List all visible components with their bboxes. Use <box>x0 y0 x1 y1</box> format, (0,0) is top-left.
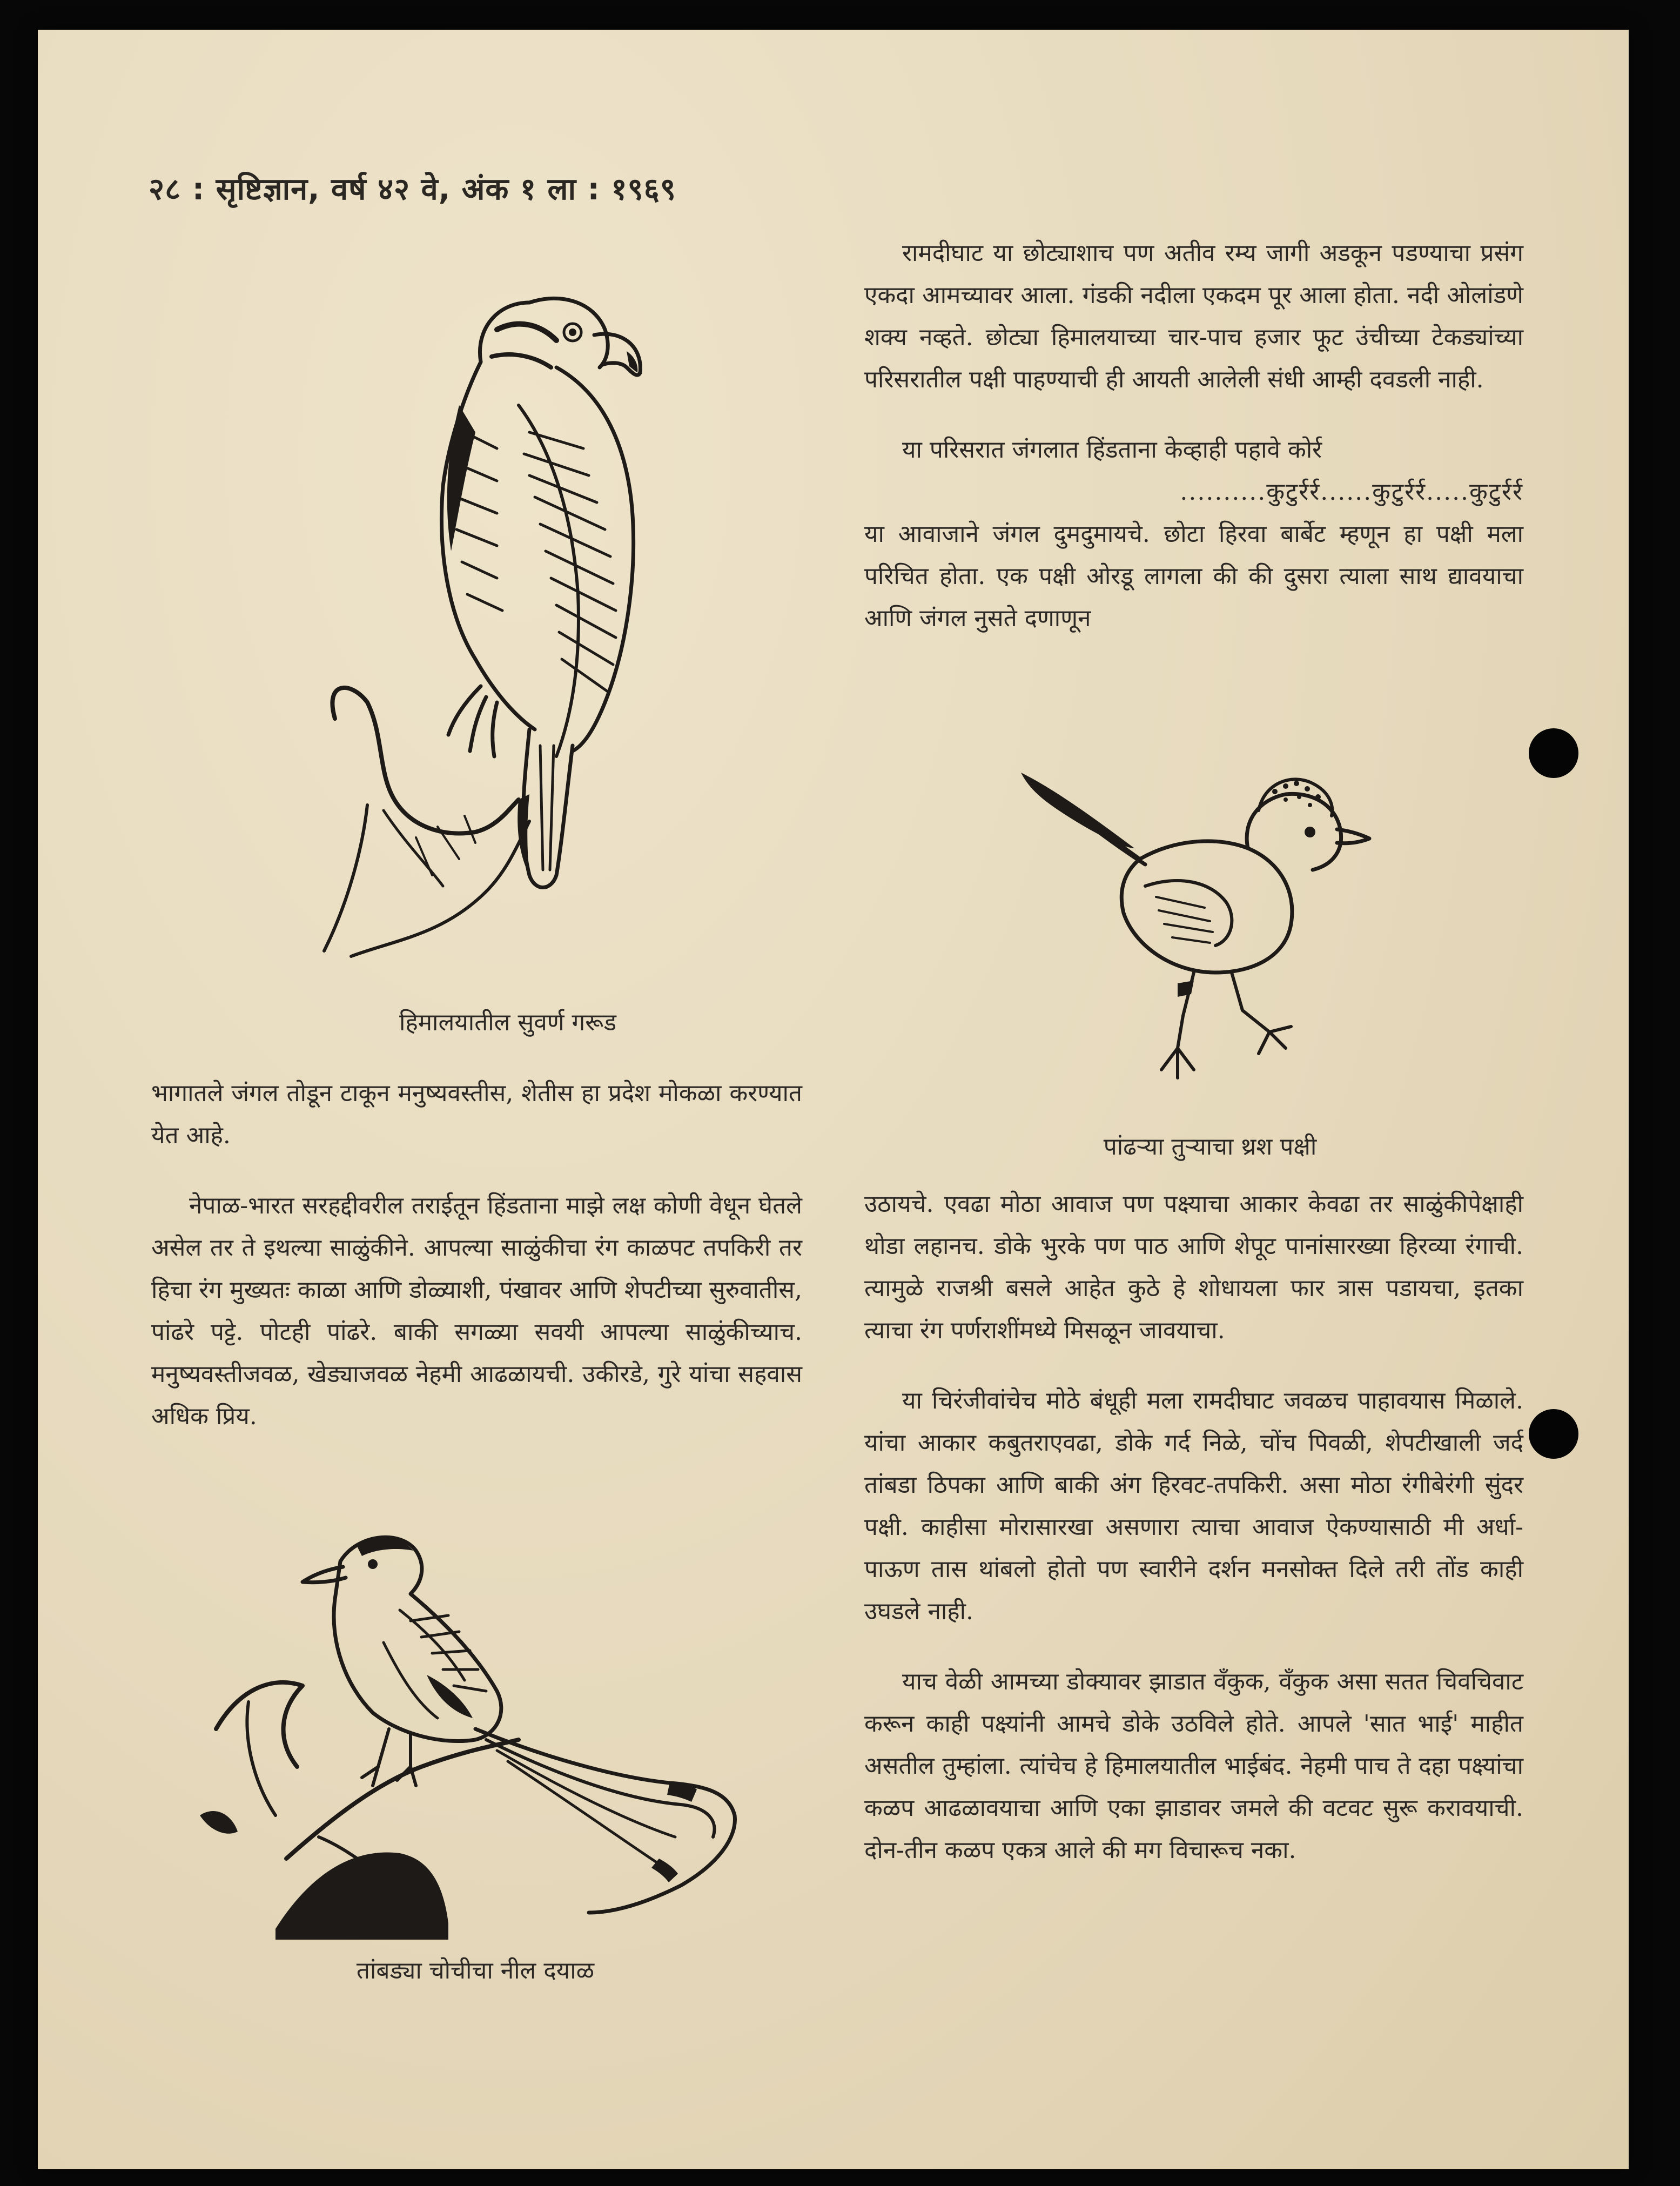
left-column <box>151 1072 802 1466</box>
magpie-caption: तांबड्या चोचीचा नील दयाळ <box>356 1957 595 1984</box>
right-paragraph-3: उठायचे. एवढा मोठा आवाज पण पक्ष्याचा आकार केवढा तर साळुंकीपेक्षाही थोडा लहानच. डोके भुरके पण पाठ आणि शेपूट पानांसारख्या हिरव्या रंगाची. त्यामुळे राजश्री बसले आहेत कुठे हे शोधायला फार त्रास पडायचा, इतका त्याचा रंग पर्णराशींमध्ये मिसळून जावयाचा. <box>864 1190 1523 1344</box>
right-paragraph-5: याच वेळी आमच्या डोक्यावर झाडात वॅंकुक, वॅंकुक असा सतत चिवचिवाट करून काही पक्ष्यांनी आमचे डोके उठविले होते. आपले 'सात भाई' माहीत असतील तुम्हांला. त्यांचेच हे हिमालयातील भाईबंद. नेहमी पाच ते दहा पक्ष्यांचा कळप आढळावयाचा आणि एका झाडावर जमले की वटवट सुरू करावयाची. दोन-तीन कळप एकत्र आले की मग विचारूच नका. <box>864 1668 1523 1864</box>
right-paragraph-2-start: या परिसरात जंगलात हिंडताना केव्हाही पहावे कोर्र <box>902 436 1322 464</box>
white-crested-thrush-illustration <box>1016 767 1383 1113</box>
right-column-upper <box>864 232 1523 640</box>
punch-hole-top <box>1529 728 1578 778</box>
left-paragraph-2: नेपाळ-भारत सरहद्दीवरील तराईतून हिंडताना माझे लक्ष कोणी वेधून घेतले असेल तर ते इथल्या साळुंकीने. आपल्या साळुंकीचा रंग काळपट तपकिरी तर हिचा रंग मुख्यतः काळा आणि डोळ्याशी, पंखावर आणि शेपटीच्या सुरुवातीस, पांढरे पट्टे. पोटही पांढरे. बाकी सगळ्या सवयी आपल्या साळुंकीच्याच. मनुष्यवस्तीजवळ, खेड्याजवळ नेहमी आढळायची. उकीरडे, गुरे यांचा सहवास अधिक प्रिय. <box>151 1192 802 1430</box>
right-paragraph-2-end: या आवाजाने जंगल दुमदुमायचे. छोटा हिरवा बार्बेट म्हणून हा पक्षी मला परिचित होता. एक पक्षी ओरडू लागला की की दुसरा त्याला साथ द्यावयाचा आणि जंगल नुसते दणाणून <box>864 520 1523 632</box>
thrush-caption: पांढऱ्या तुऱ्याचा थ्रश पक्षी <box>1103 1133 1317 1161</box>
golden-eagle-illustration <box>303 270 713 973</box>
right-paragraph-1: रामदीघाट या छोट्याशाच पण अतीव रम्य जागी अडकून पडण्याचा प्रसंग एकदा आमच्यावर आला. गंडकी नदीला एकदम पूर आला होता. नदी ओलांडणे शक्य नव्हते. छोट्या हिमालयाच्या चार-पाच हजार फूट उंचीच्या टेकड्यांच्या परिसरातील पक्षी पाहण्याची ही आयती आलेली संधी आम्ही दवडली नाही. <box>864 239 1523 393</box>
right-paragraph-4: या चिरंजीवांचेच मोठे बंधूही मला रामदीघाट जवळच पाहावयास मिळाले. यांचा आकार कबुतराएवढा, डोके गर्द निळे, चोंच पिवळी, शेपटीखाली जर्द तांबडा ठिपका आणि बाकी अंग हिरवट-तपकिरी. असा मोठा रंगीबेरंगी सुंदर पक्षी. काहीसा मोरासारखा असणारा त्याचा आवाज ऐकण्यासाठी मी अर्धा-पाऊण तास थांबलो होतो पण स्वारीने दर्शन मनसोक्त दिले तरी तोंड काही उघडले नाही. <box>864 1387 1523 1625</box>
right-column-lower <box>864 1183 1523 1872</box>
bird-call-text: ..........कुटुर्रर्र......कुटुर्रर्र.....कुटुर्रर्र <box>1180 478 1523 506</box>
eagle-caption: हिमालयातील सुवर्ण गरूड <box>399 1009 617 1036</box>
left-paragraph-1: भागातले जंगल तोडून टाकून मनुष्यवस्तीस, शेतीस हा प्रदेश मोकळा करण्यात येत आहे. <box>151 1079 802 1149</box>
right-paragraph-2 <box>864 429 1523 640</box>
red-billed-blue-magpie-illustration <box>194 1513 772 1945</box>
punch-hole-bottom <box>1529 1409 1578 1459</box>
page-header: २८ : सृष्टिज्ञान, वर्ष ४२ वे, अंक १ ला : १९६९ <box>149 172 676 207</box>
